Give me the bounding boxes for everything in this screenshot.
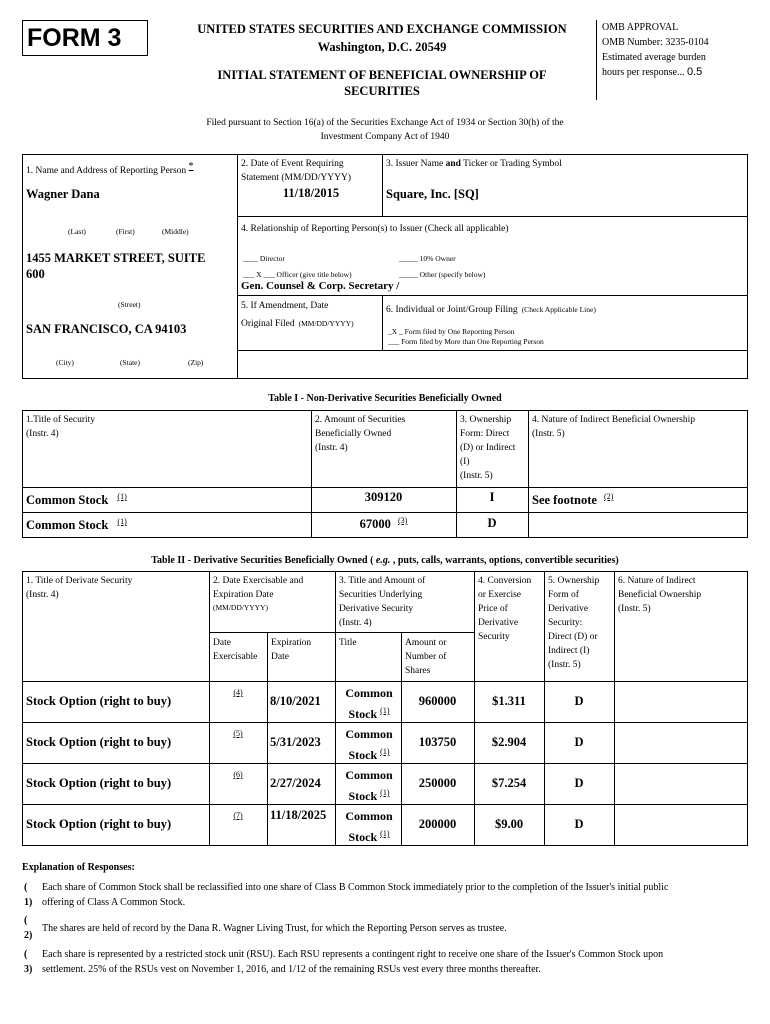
footnote-link[interactable]: (7)	[233, 811, 243, 820]
t2-r1-title: Stock Option (right to buy)	[26, 694, 172, 708]
t2-r2-amount: 103750	[418, 735, 457, 749]
label-zip: (Zip)	[188, 358, 204, 367]
footnote-link[interactable]: (6)	[233, 770, 243, 779]
note3-line2: settlement. 25% of the RSUs vest on November 1, 2016, and 1/12 of the remaining RSUs vest every three months thereafter.	[42, 964, 541, 975]
t2-h5-l6: Indirect (I)	[548, 646, 590, 656]
t1-h3-l5: (Instr. 5)	[460, 471, 493, 481]
filed-pursuant-2: Investment Company Act of 1940	[320, 132, 450, 142]
t1-header-amount	[315, 413, 405, 455]
t2-title-a: Table II - Derivative Securities Beneficially Owned (	[151, 555, 376, 566]
t1-r2-amount-text: 67000	[359, 517, 391, 532]
box5-label-2: Original Filed	[241, 319, 295, 329]
omb-approval: OMB APPROVAL	[602, 22, 679, 33]
event-date: 11/18/2015	[282, 186, 340, 200]
t1-h4-l2: (Instr. 5)	[532, 429, 565, 439]
t2-r2-u-title2: Stock	[348, 748, 378, 762]
note2-num-a: (	[24, 915, 28, 926]
t2-header-nature	[618, 574, 701, 616]
box5-label-3: (MM/DD/YYYY)	[298, 319, 354, 328]
t1-r1-title-text: Common Stock	[26, 493, 109, 508]
issuer-name: Square, Inc. [SQ]	[386, 187, 479, 201]
t2-header-date-ex	[213, 636, 257, 664]
t2-header-exp	[271, 636, 311, 664]
t1-h1-l2: (Instr. 4)	[26, 429, 59, 439]
t2-h3-l4: (Instr. 4)	[339, 618, 372, 628]
note3-line1: Each share is represented by a restricted stock unit (RSU). Each RSU represents a contingent right to receive one share of the Issuer's Common Stock upon	[42, 949, 664, 960]
label-first: (First)	[116, 227, 135, 236]
label-city: (City)	[56, 358, 74, 367]
t2-h2a-l2: Exercisable	[213, 652, 258, 662]
t1-r1-amount-text: 309120	[364, 490, 403, 504]
agency-location: Washington, D.C. 20549	[317, 40, 447, 54]
note3-num-b: 3)	[24, 964, 33, 975]
t1-r1-nature	[532, 492, 613, 508]
form-label: FORM 3	[27, 24, 122, 52]
form-title-line2: SECURITIES	[344, 84, 420, 98]
t1-h3-l3: (D) or Indirect	[460, 443, 516, 453]
t1-header-nature	[532, 413, 695, 441]
t2-header-dates	[213, 574, 303, 613]
t2-h6-l2: Beneficial Ownership	[618, 590, 702, 600]
t2-r2-exp: 5/31/2023	[270, 735, 321, 749]
t2-r3-amount: 250000	[418, 776, 457, 790]
t2-r3-u-title1: Common	[345, 768, 393, 782]
t2-r4-exp: 11/18/2025	[270, 808, 327, 822]
t2-h6-l3: (Instr. 5)	[618, 604, 651, 614]
footnote-link[interactable]: (1)	[380, 788, 390, 797]
t2-h6-l1: 6. Nature of Indirect	[618, 576, 696, 586]
t2-header-u-amount	[405, 636, 446, 678]
omb-burden: Estimated average burden	[602, 52, 706, 63]
box6-label-text: 6. Individual or Joint/Group Filing	[386, 305, 518, 315]
t2-r3-u-title	[338, 766, 400, 805]
t1-r1-title	[26, 492, 127, 508]
officer-title: Gen. Counsel & Corp. Secretary /	[241, 280, 400, 292]
note2-num-b: 2)	[24, 930, 33, 941]
filed-pursuant-1: Filed pursuant to Section 16(a) of the Securities Exchange Act of 1934 or Section 30(h) of the	[206, 118, 564, 128]
t2-h5-l2: Form of	[548, 590, 579, 600]
filing-option-one[interactable]: _X _ Form filed by One Reporting Person	[388, 327, 515, 336]
t2-h3b-l2: Number of	[405, 652, 447, 662]
t1-r2-amount	[311, 516, 456, 532]
t2-h5-l5: Direct (D) or	[548, 632, 598, 642]
asterisk-link[interactable]: *	[188, 161, 194, 172]
omb-hours: 0.5	[686, 66, 703, 78]
t2-h3b-l1: Amount or	[405, 638, 447, 648]
note1-num-a: (	[24, 882, 28, 893]
note3-num-a: (	[24, 949, 28, 960]
t2-header-ownership	[548, 574, 599, 672]
t2-h1-l1: 1. Title of Derivate Security	[26, 576, 133, 586]
box3-label	[386, 157, 562, 171]
ten-percent-option[interactable]: _____ 10% Owner	[399, 254, 456, 263]
footnote-link[interactable]: (1)	[117, 492, 127, 501]
t1-r2-title	[26, 517, 127, 533]
box2-label-1: 2. Date of Event Requiring	[241, 159, 344, 169]
t2-r4-amount: 200000	[418, 817, 457, 831]
t2-h5-l1: 5. Ownership	[548, 576, 600, 586]
t2-r2-u-title	[338, 725, 400, 764]
form-title-line1: INITIAL STATEMENT OF BENEFICIAL OWNERSHIP OF	[217, 68, 547, 82]
note2-line1: The shares are held of record by the Dana R. Wagner Living Trust, for which the Reporting Person serves as trustee.	[42, 923, 507, 934]
t2-header-title	[26, 574, 132, 602]
t2-h2b-l1: Expiration	[271, 638, 312, 648]
t2-h2-sub: (MM/DD/YYYY)	[213, 603, 268, 612]
director-option[interactable]: ____ Director	[243, 254, 285, 263]
label-last: (Last)	[68, 227, 86, 236]
form-label-box	[22, 20, 148, 56]
t2-r4-u-title	[338, 807, 400, 846]
t2-r2-u-title1: Common	[345, 727, 393, 741]
t2-h3b-l3: Shares	[405, 666, 431, 676]
t2-header-underlying	[339, 574, 425, 630]
footnote-link[interactable]: (1)	[380, 706, 390, 715]
footnote-link[interactable]: (1)	[380, 747, 390, 756]
box6-label	[386, 299, 596, 317]
t2-h2-l2: Expiration Date	[213, 590, 274, 600]
t1-header-title	[26, 413, 95, 441]
t2-r1-exp: 8/10/2021	[270, 694, 321, 708]
t1-h2-l1: 2. Amount of Securities	[315, 415, 406, 425]
footnote-link[interactable]: (1)	[380, 829, 390, 838]
t2-header-conversion	[478, 574, 531, 644]
omb-box	[596, 20, 752, 100]
box6-label-small: (Check Applicable Line)	[521, 305, 596, 314]
reporting-person-name: Wagner Dana	[26, 187, 100, 201]
box4-label: 4. Relationship of Reporting Person(s) to Issuer (Check all applicable)	[241, 224, 509, 234]
other-option[interactable]: _____ Other (specify below)	[399, 270, 486, 279]
t2-r1-u-title	[338, 684, 400, 723]
t1-h4-l1: 4. Nature of Indirect Beneficial Ownership	[532, 415, 696, 425]
label-middle: (Middle)	[162, 227, 189, 236]
t2-r1-price: $1.311	[492, 694, 526, 708]
t2-h3-l3: Derivative Security	[339, 604, 414, 614]
t2-r3-price: $7.254	[491, 776, 527, 790]
t1-h2-l2: Beneficially Owned	[315, 429, 392, 439]
t1-h3-l2: Form: Direct	[460, 429, 510, 439]
t1-h3-l1: 3. Ownership	[460, 415, 512, 425]
t2-r2-price: $2.904	[491, 735, 527, 749]
box2-label-2: Statement (MM/DD/YYYY)	[241, 173, 352, 183]
t2-r3-title: Stock Option (right to buy)	[26, 776, 172, 790]
t1-h2-l3: (Instr. 4)	[315, 443, 348, 453]
agency-name: UNITED STATES SECURITIES AND EXCHANGE COMMISSION	[197, 22, 567, 36]
t2-r3-exp: 2/27/2024	[270, 776, 321, 790]
footnote-link[interactable]: (3)	[398, 516, 408, 525]
omb-hours-line	[602, 65, 752, 80]
label-state: (State)	[120, 358, 140, 367]
t2-h3-l2: Securities Underlying	[339, 590, 423, 600]
t1-r1-amount	[311, 490, 456, 505]
t2-h5-l4: Security:	[548, 618, 583, 628]
t1-r1-form: I	[489, 490, 495, 504]
t2-r4-title: Stock Option (right to buy)	[26, 817, 172, 831]
footnote-link[interactable]: (5)	[233, 729, 243, 738]
t2-r2-form: D	[574, 735, 584, 749]
table1-title: Table I - Non-Derivative Securities Beneficially Owned	[268, 393, 502, 404]
footnote-link[interactable]: (1)	[117, 517, 127, 526]
t2-r4-u-title1: Common	[345, 809, 393, 823]
t2-h2a-l1: Date	[213, 638, 231, 648]
t2-r4-form: D	[574, 817, 584, 831]
t2-title-b: , puts, calls, warrants, options, convertible securities)	[390, 555, 619, 566]
city-state-zip: SAN FRANCISCO, CA 94103	[26, 322, 187, 336]
t2-r2-title: Stock Option (right to buy)	[26, 735, 172, 749]
note1-line2: offering of Class A Common Stock.	[42, 897, 186, 908]
label-street: (Street)	[118, 300, 141, 309]
t2-h5-l7: (Instr. 5)	[548, 660, 581, 670]
t2-h5-l3: Derivative	[548, 604, 589, 614]
box1-label	[26, 160, 194, 178]
box5-label-1: 5. If Amendment, Date	[241, 301, 329, 311]
t1-h3-l4: (I)	[460, 457, 470, 467]
filing-option-more[interactable]: ___ Form filed by More than One Reporting Person	[388, 337, 544, 346]
t1-h1-l1: 1.Title of Security	[26, 415, 96, 425]
t1-r2-title-text: Common Stock	[26, 518, 109, 533]
box3-label-and: and	[445, 159, 461, 169]
table2-title	[22, 555, 748, 566]
t2-r1-u-title2: Stock	[348, 707, 378, 721]
t2-r1-u-title1: Common	[345, 686, 393, 700]
t2-r1-form: D	[574, 694, 584, 708]
explanation-heading: Explanation of Responses:	[22, 862, 135, 873]
t2-h4-l2: or Exercise	[478, 590, 521, 600]
t2-title-eg: e.g.	[375, 555, 391, 566]
t2-r4-u-title2: Stock	[348, 830, 378, 844]
t1-r2-form: D	[487, 516, 497, 530]
officer-option[interactable]: ___ X ___ Officer (give title below)	[243, 270, 352, 279]
t2-header-u-title: Title	[339, 638, 357, 648]
t2-h1-l2: (Instr. 4)	[26, 590, 59, 600]
t2-r4-price: $9.00	[494, 817, 524, 831]
t2-h4-l5: Security	[478, 632, 510, 642]
t2-h4-l1: 4. Conversion	[478, 576, 532, 586]
t2-r3-u-title2: Stock	[348, 789, 378, 803]
box3-label-b: Ticker or Trading Symbol	[463, 159, 562, 169]
t2-r3-form: D	[574, 776, 584, 790]
footnote-link[interactable]: (2)	[604, 492, 614, 501]
t2-r1-amount: 960000	[418, 694, 457, 708]
box5-label-line2	[241, 313, 354, 331]
t2-h3-l1: 3. Title and Amount of	[339, 576, 426, 586]
t2-h4-l3: Price of	[478, 604, 508, 614]
omb-number: OMB Number: 3235-0104	[602, 37, 709, 48]
note1-line1: Each share of Common Stock shall be reclassified into one share of Class B Common Stock immediately prior to the completion of the Issuer's initial public	[42, 882, 669, 893]
t1-r1-nature-text: See footnote	[532, 493, 597, 508]
t2-h4-l4: Derivative	[478, 618, 519, 628]
t1-header-form	[460, 413, 515, 483]
note1-num-b: 1)	[24, 897, 33, 908]
street-line2: 600	[26, 267, 45, 281]
omb-burden-2: hours per response...	[602, 67, 685, 78]
box3-label-a: 3. Issuer Name	[386, 159, 444, 169]
t2-h2-l1: 2. Date Exercisable and	[213, 576, 304, 586]
street-line1: 1455 MARKET STREET, SUITE	[26, 251, 206, 265]
t2-h2b-l2: Date	[271, 652, 289, 662]
box1-label-text: 1. Name and Address of Reporting Person	[26, 166, 187, 177]
footnote-link[interactable]: (4)	[233, 688, 243, 697]
